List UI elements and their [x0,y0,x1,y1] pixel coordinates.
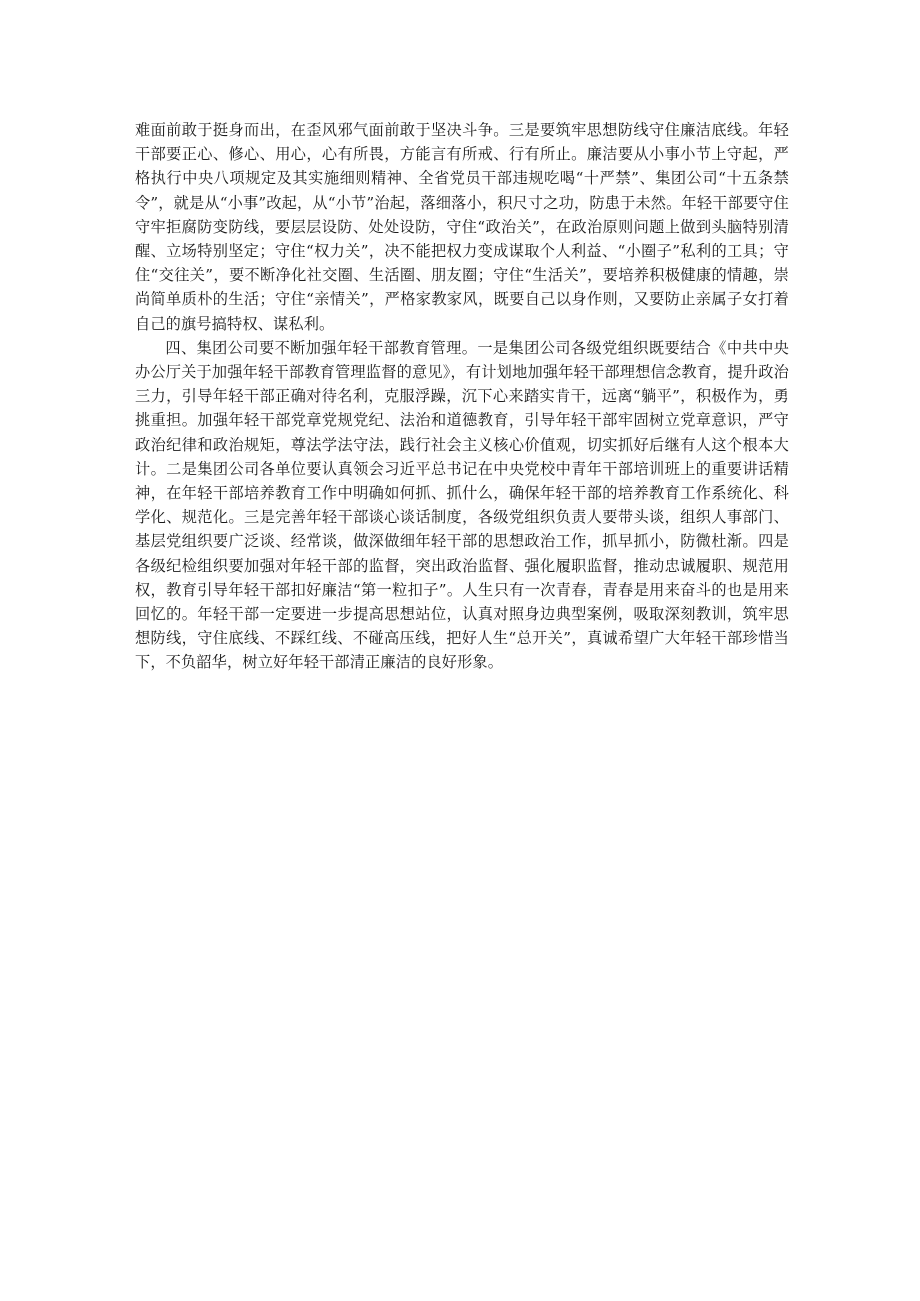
document-body [135,118,789,675]
paragraph-continuation: 难面前敢于挺身而出，在歪风邪气面前敢于坚决斗争。三是要筑牢思想防线守住廉洁底线。年轻干部要正心、修心、用心，心有所畏，方能言有所戒、行有所止。廉洁要从小事小节上守起，严格执行中央八项规定及其实施细则精神、全省党员干部违规吃喝“十严禁”、集团公司“十五条禁令”，就是从“小事”改起，从“小节”治起，落细落小，积尺寸之功，防患于未然。年轻干部要守住守牢拒腐防变防线，要层层设防、处处设防，守住“政治关”，在政治原则问题上做到头脑特别清醒、立场特别坚定；守住“权力关”，决不能把权力变成谋取个人利益、“小圈子”私利的工具；守住“交往关”，要不断净化社交圈、生活圈、朋友圈；守住“生活关”，要培养积极健康的情趣，崇尚简单质朴的生活；守住“亲情关”，严格家教家风，既要自己以身作则，又要防止亲属子女打着自己的旗号搞特权、谋私利。 [135,121,789,333]
paragraph-section-four: 四、集团公司要不断加强年轻干部教育管理。一是集团公司各级党组织既要结合《中共中央办公厅关于加强年轻干部教育管理监督的意见》，有计划地加强年轻干部理想信念教育，提升政治三力，引导年轻干部正确对待名利，克服浮躁，沉下心来踏实肯干，远离“躺平”，积极作为，勇挑重担。加强年轻干部党章党规党纪、法治和道德教育，引导年轻干部牢固树立党章意识，严守政治纪律和政治规矩，尊法学法守法，践行社会主义核心价值观，切实抓好后继有人这个根本大计。二是集团公司各单位要认真领会习近平总书记在中央党校中青年干部培训班上的重要讲话精神，在年轻干部培养教育工作中明确如何抓、抓什么，确保年轻干部的培养教育工作系统化、科学化、规范化。三是完善年轻干部谈心谈话制度，各级党组织负责人要带头谈，组织人事部门、基层党组织要广泛谈、经常谈，做深做细年轻干部的思想政治工作，抓早抓小，防微杜渐。四是各级纪检组织要加强对年轻干部的监督，突出政治监督、强化履职监督，推动忠诚履职、规范用权，教育引导年轻干部扣好廉洁“第一粒扣子”。人生只有一次青春，青春是用来奋斗的也是用来回忆的。年轻干部一定要进一步提高思想站位，认真对照身边典型案例，吸取深刻教训，筑牢思想防线，守住底线、不踩红线、不碰高压线，把好人生“总开关”，真诚希望广大年轻干部珍惜当下，不负韶华，树立好年轻干部清正廉洁的良好形象。 [135,338,789,672]
